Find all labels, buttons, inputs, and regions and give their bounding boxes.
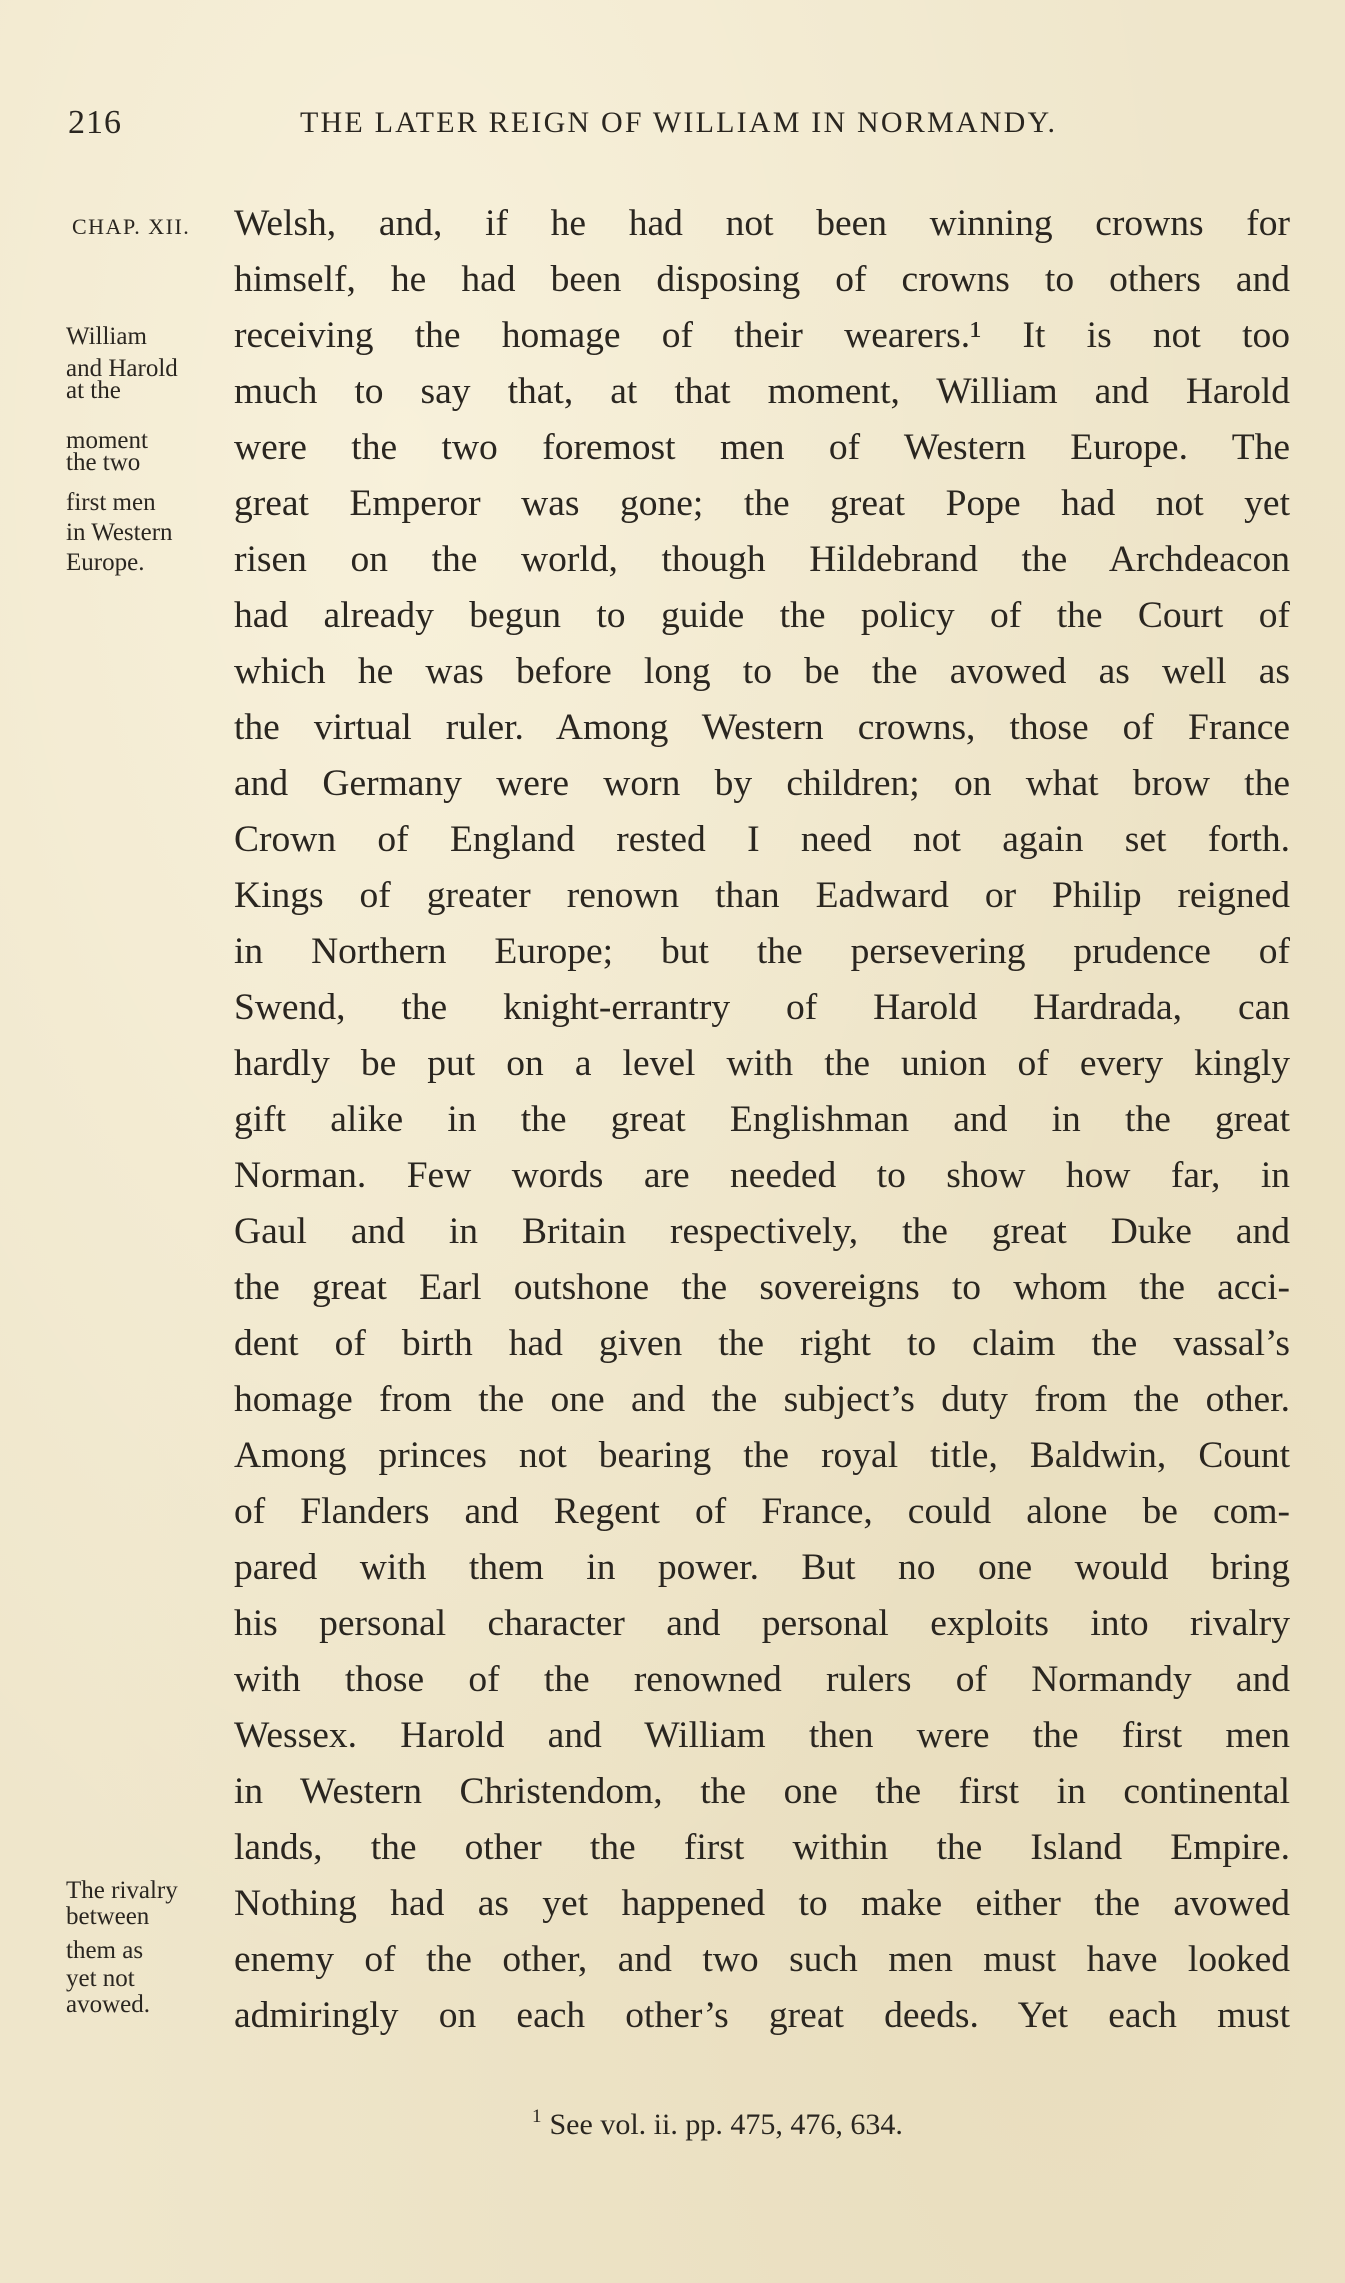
margin-note-line: moment: [66, 427, 148, 454]
margin-note-line: them as: [66, 1937, 144, 1964]
text-line: admiringly on each other’s great deeds. Yet each must: [234, 1995, 1290, 2036]
margin-note-line: The rivalry: [66, 1877, 178, 1904]
text-line: and Germany were worn by children; on what brow the: [234, 763, 1290, 804]
text-line: Welsh, and, if he had not been winning crowns for: [234, 203, 1290, 244]
text-line: Wessex. Harold and William then were the first men: [234, 1715, 1290, 1756]
text-line: Crown of England rested I need not again set forth.: [234, 819, 1290, 860]
margin-note-line: Europe.: [66, 549, 145, 576]
chapter-label: CHAP. XII.: [72, 214, 191, 239]
page-header: [68, 104, 1290, 148]
text-line: Swend, the knight-errantry of Harold Hardrada, can: [234, 987, 1290, 1028]
text-line: hardly be put on a level with the union of every kingly: [234, 1043, 1290, 1084]
body-text: [234, 196, 1290, 2044]
text-line: Kings of greater renown than Eadward or Philip reigned: [234, 875, 1290, 916]
margin-note-line: avowed.: [66, 1991, 150, 2018]
text-line: gift alike in the great Englishman and in the great: [234, 1099, 1290, 1140]
text-line: himself, he had been disposing of crowns to others and: [234, 259, 1290, 300]
footnote-marker: 1: [532, 2106, 542, 2127]
margin-note-line: yet not: [66, 1965, 135, 1992]
margin-note-line: the two: [66, 449, 141, 476]
text-line: of Flanders and Regent of France, could alone be com-: [234, 1491, 1290, 1532]
margin-note-line: William: [66, 323, 147, 350]
text-line: dent of birth had given the right to claim the vassal’s: [234, 1323, 1290, 1364]
footnote: [532, 2106, 903, 2142]
text-line: Gaul and in Britain respectively, the great Duke and: [234, 1211, 1290, 1252]
text-line: which he was before long to be the avowed as well as: [234, 651, 1290, 692]
text-line: homage from the one and the subject’s duty from the other.: [234, 1379, 1290, 1420]
text-line: the virtual ruler. Among Western crowns, those of France: [234, 707, 1290, 748]
text-line: enemy of the other, and two such men must have looked: [234, 1939, 1290, 1980]
text-line: great Emperor was gone; the great Pope had not yet: [234, 483, 1290, 524]
text-line: much to say that, at that moment, William and Harold: [234, 371, 1290, 412]
margin-note-foremost-men: [66, 324, 178, 576]
text-line: risen on the world, though Hildebrand the Archdeacon: [234, 539, 1290, 580]
text-line: in Western Christendom, the one the first in continental: [234, 1771, 1290, 1812]
text-line: pared with them in power. But no one would bring: [234, 1547, 1290, 1588]
text-line: Among princes not bearing the royal title, Baldwin, Count: [234, 1435, 1290, 1476]
page-number: 216: [68, 104, 122, 141]
text-line: Norman. Few words are needed to show how far, in: [234, 1155, 1290, 1196]
margin-note-line: and Harold: [66, 355, 178, 382]
text-line: had already begun to guide the policy of the Court of: [234, 595, 1290, 636]
margin-note-line: in Western: [66, 519, 173, 546]
margin-note-rivalry: [66, 1878, 178, 2018]
margin-note-line: between: [66, 1903, 150, 1930]
margin-note-line: at the: [66, 377, 121, 404]
text-line: his personal character and personal exploits into rivalry: [234, 1603, 1290, 1644]
text-line: lands, the other the first within the Island Empire.: [234, 1827, 1290, 1868]
margin-note-line: first men: [66, 489, 156, 516]
text-line: Nothing had as yet happened to make either the avowed: [234, 1883, 1290, 1924]
text-line: with those of the renowned rulers of Normandy and: [234, 1659, 1290, 1700]
footnote-text: See vol. ii. pp. 475, 476, 634.: [549, 2108, 903, 2141]
text-line: in Northern Europe; but the persevering prudence of: [234, 931, 1290, 972]
text-line: the great Earl outshone the sovereigns to whom the acci-: [234, 1267, 1290, 1308]
running-head: THE LATER REIGN OF WILLIAM IN NORMANDY.: [300, 106, 1058, 139]
text-line: receiving the homage of their wearers.¹ It is not too: [234, 315, 1290, 356]
text-line: were the two foremost men of Western Europe. The: [234, 427, 1290, 468]
